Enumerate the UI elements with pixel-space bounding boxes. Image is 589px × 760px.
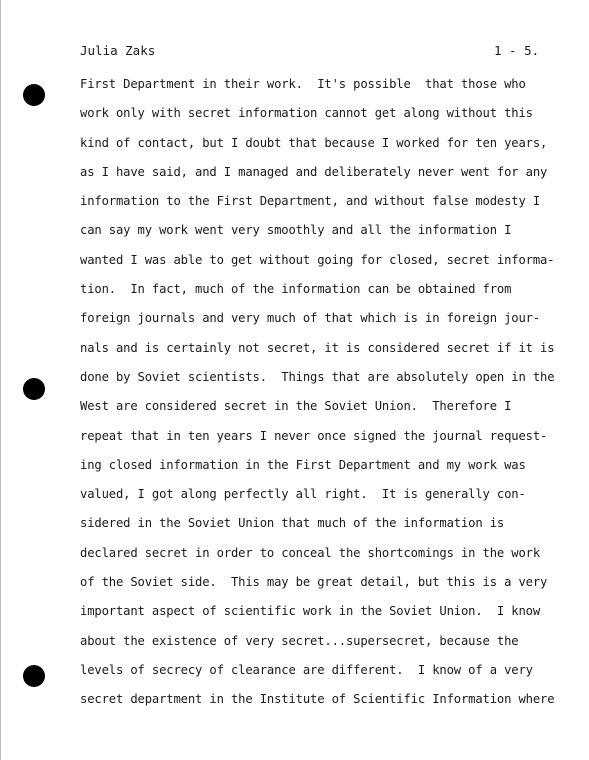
- page-edge: [0, 0, 1, 760]
- text-line: secret department in the Institute of Scientific Information where: [80, 692, 555, 707]
- text-line: can say my work went very smoothly and all the information I: [80, 223, 512, 238]
- text-line: kind of contact, but I doubt that because I worked for ten years,: [80, 135, 548, 150]
- text-line: tion. In fact, much of the information can be obtained from: [80, 282, 512, 297]
- transcript-body: [80, 74, 555, 719]
- header-author-name: Julia Zaks: [80, 43, 156, 58]
- text-line: First Department in their work. It's possible that those who: [80, 77, 526, 91]
- header-page-number: 1 - 5.: [494, 43, 540, 58]
- text-line: work only with secret information cannot get along without this: [80, 106, 533, 121]
- text-line: West are considered secret in the Soviet Union. Therefore I: [80, 399, 512, 414]
- text-line: sidered in the Soviet Union that much of the information is: [80, 516, 505, 531]
- text-line: valued, I got along perfectly all right. It is generally con-: [80, 487, 526, 502]
- text-line: levels of secrecy of clearance are different. I know of a very: [80, 662, 533, 677]
- text-line: repeat that in ten years I never once signed the journal request-: [80, 428, 548, 443]
- text-line: declared secret in order to conceal the shortcomings in the work: [80, 545, 540, 560]
- text-line: information to the First Department, and without false modesty I: [80, 194, 540, 209]
- text-line: wanted I was able to get without going for closed, secret informa-: [80, 252, 555, 267]
- text-line: important aspect of scientific work in the Soviet Union. I know: [80, 604, 540, 619]
- punch-hole: [23, 84, 45, 106]
- text-line: foreign journals and very much of that which is in foreign jour-: [80, 311, 540, 326]
- text-line: nals and is certainly not secret, it is considered secret if it is: [80, 340, 555, 355]
- text-line: ing closed information in the First Department and my work was: [80, 457, 526, 472]
- punch-hole: [23, 378, 45, 400]
- text-line: as I have said, and I managed and deliberately never went for any: [80, 164, 548, 179]
- punch-hole: [23, 665, 45, 687]
- text-line: done by Soviet scientists. Things that are absolutely open in the: [80, 369, 555, 384]
- text-line: about the existence of very secret...supersecret, because the: [80, 633, 519, 648]
- text-line: of the Soviet side. This may be great detail, but this is a very: [80, 575, 548, 590]
